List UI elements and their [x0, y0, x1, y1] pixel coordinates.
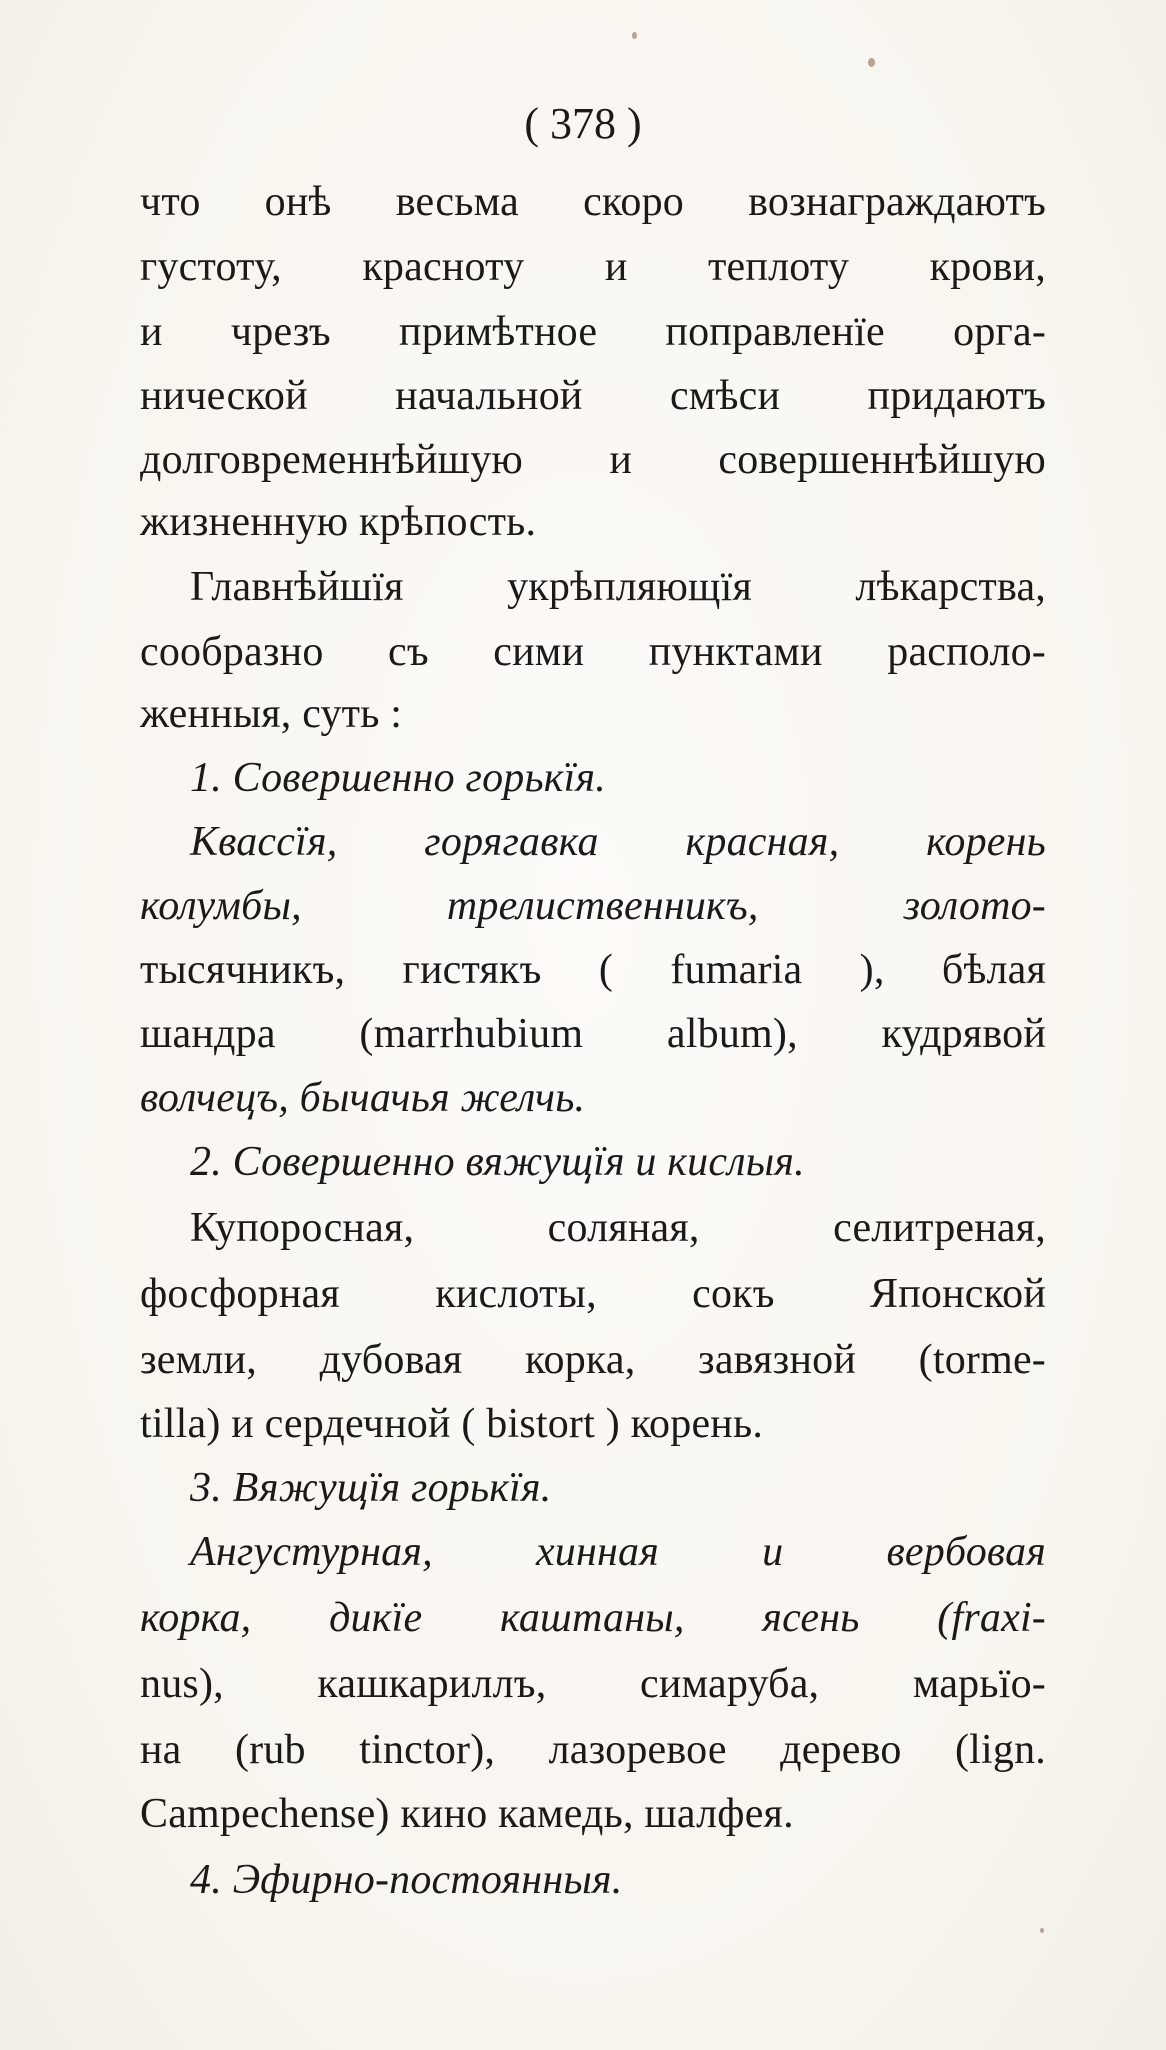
page-number: ( 378 ): [524, 99, 642, 148]
text-line: на (rub tinctor), лазоревое дерево (lign.: [140, 1727, 1046, 1773]
text-line: nus), кашкариллъ, симаруба, марьїо-: [140, 1661, 1046, 1707]
text-line: нической начальной смѣси придаютъ: [140, 373, 1046, 419]
text-line: шандра (marrhubium album), кудрявой: [140, 1011, 1046, 1057]
text-line: и чрезъ примѣтное поправленїе орга-: [140, 309, 1046, 355]
paper-speck: [1040, 1928, 1044, 1933]
paper-speck: [868, 58, 875, 67]
text-line: женныя, суть :: [140, 691, 403, 737]
text-line: земли, дубовая корка, завязной (torme-: [140, 1337, 1046, 1383]
text-line: сообразно съ сими пунктами располо-: [140, 629, 1046, 675]
text-line: Главнѣйшїя укрѣпляющїя лѣкарства,: [190, 564, 1046, 610]
text-line: корка, дикїе каштаны, ясень (fraxi-: [140, 1595, 1046, 1641]
text-line: жизненную крѣпость.: [140, 499, 537, 545]
text-line: что онѣ весьма скоро вознаграждаютъ: [140, 179, 1046, 225]
text-line: волчецъ, бычачья желчь.: [140, 1075, 586, 1121]
text-line: Квассїя, горягавка красная, корень: [190, 819, 1046, 865]
text-line: Купоросная, соляная, селитреная,: [190, 1205, 1046, 1251]
text-line: фосфорная кислоты, сокъ Японской: [140, 1271, 1046, 1317]
section-heading: 3. Вяжущїя горькїя.: [190, 1465, 552, 1511]
text-line: густоту, красноту и теплоту крови,: [140, 244, 1046, 290]
section-heading: 2. Совершенно вяжущїя и кислыя.: [190, 1139, 805, 1185]
text-line: tilla) и сердечной ( bistort ) корень.: [140, 1401, 764, 1447]
text-line: колумбы, трелиственникъ, золото-: [140, 883, 1046, 929]
section-heading: 1. Совершенно горькїя.: [190, 755, 606, 801]
text-line: долговременнѣйшую и совершеннѣйшую: [140, 437, 1046, 483]
text-line: тысячникъ, гистякъ ( fumaria ), бѣлая: [140, 947, 1046, 993]
paper-speck: [632, 32, 637, 39]
text-line: Campechense) кино камедь, шалфея.: [140, 1791, 794, 1837]
text-line: Ангустурная, хинная и вербовая: [190, 1529, 1046, 1575]
section-heading: 4. Эфирно-постоянныя.: [190, 1857, 623, 1903]
